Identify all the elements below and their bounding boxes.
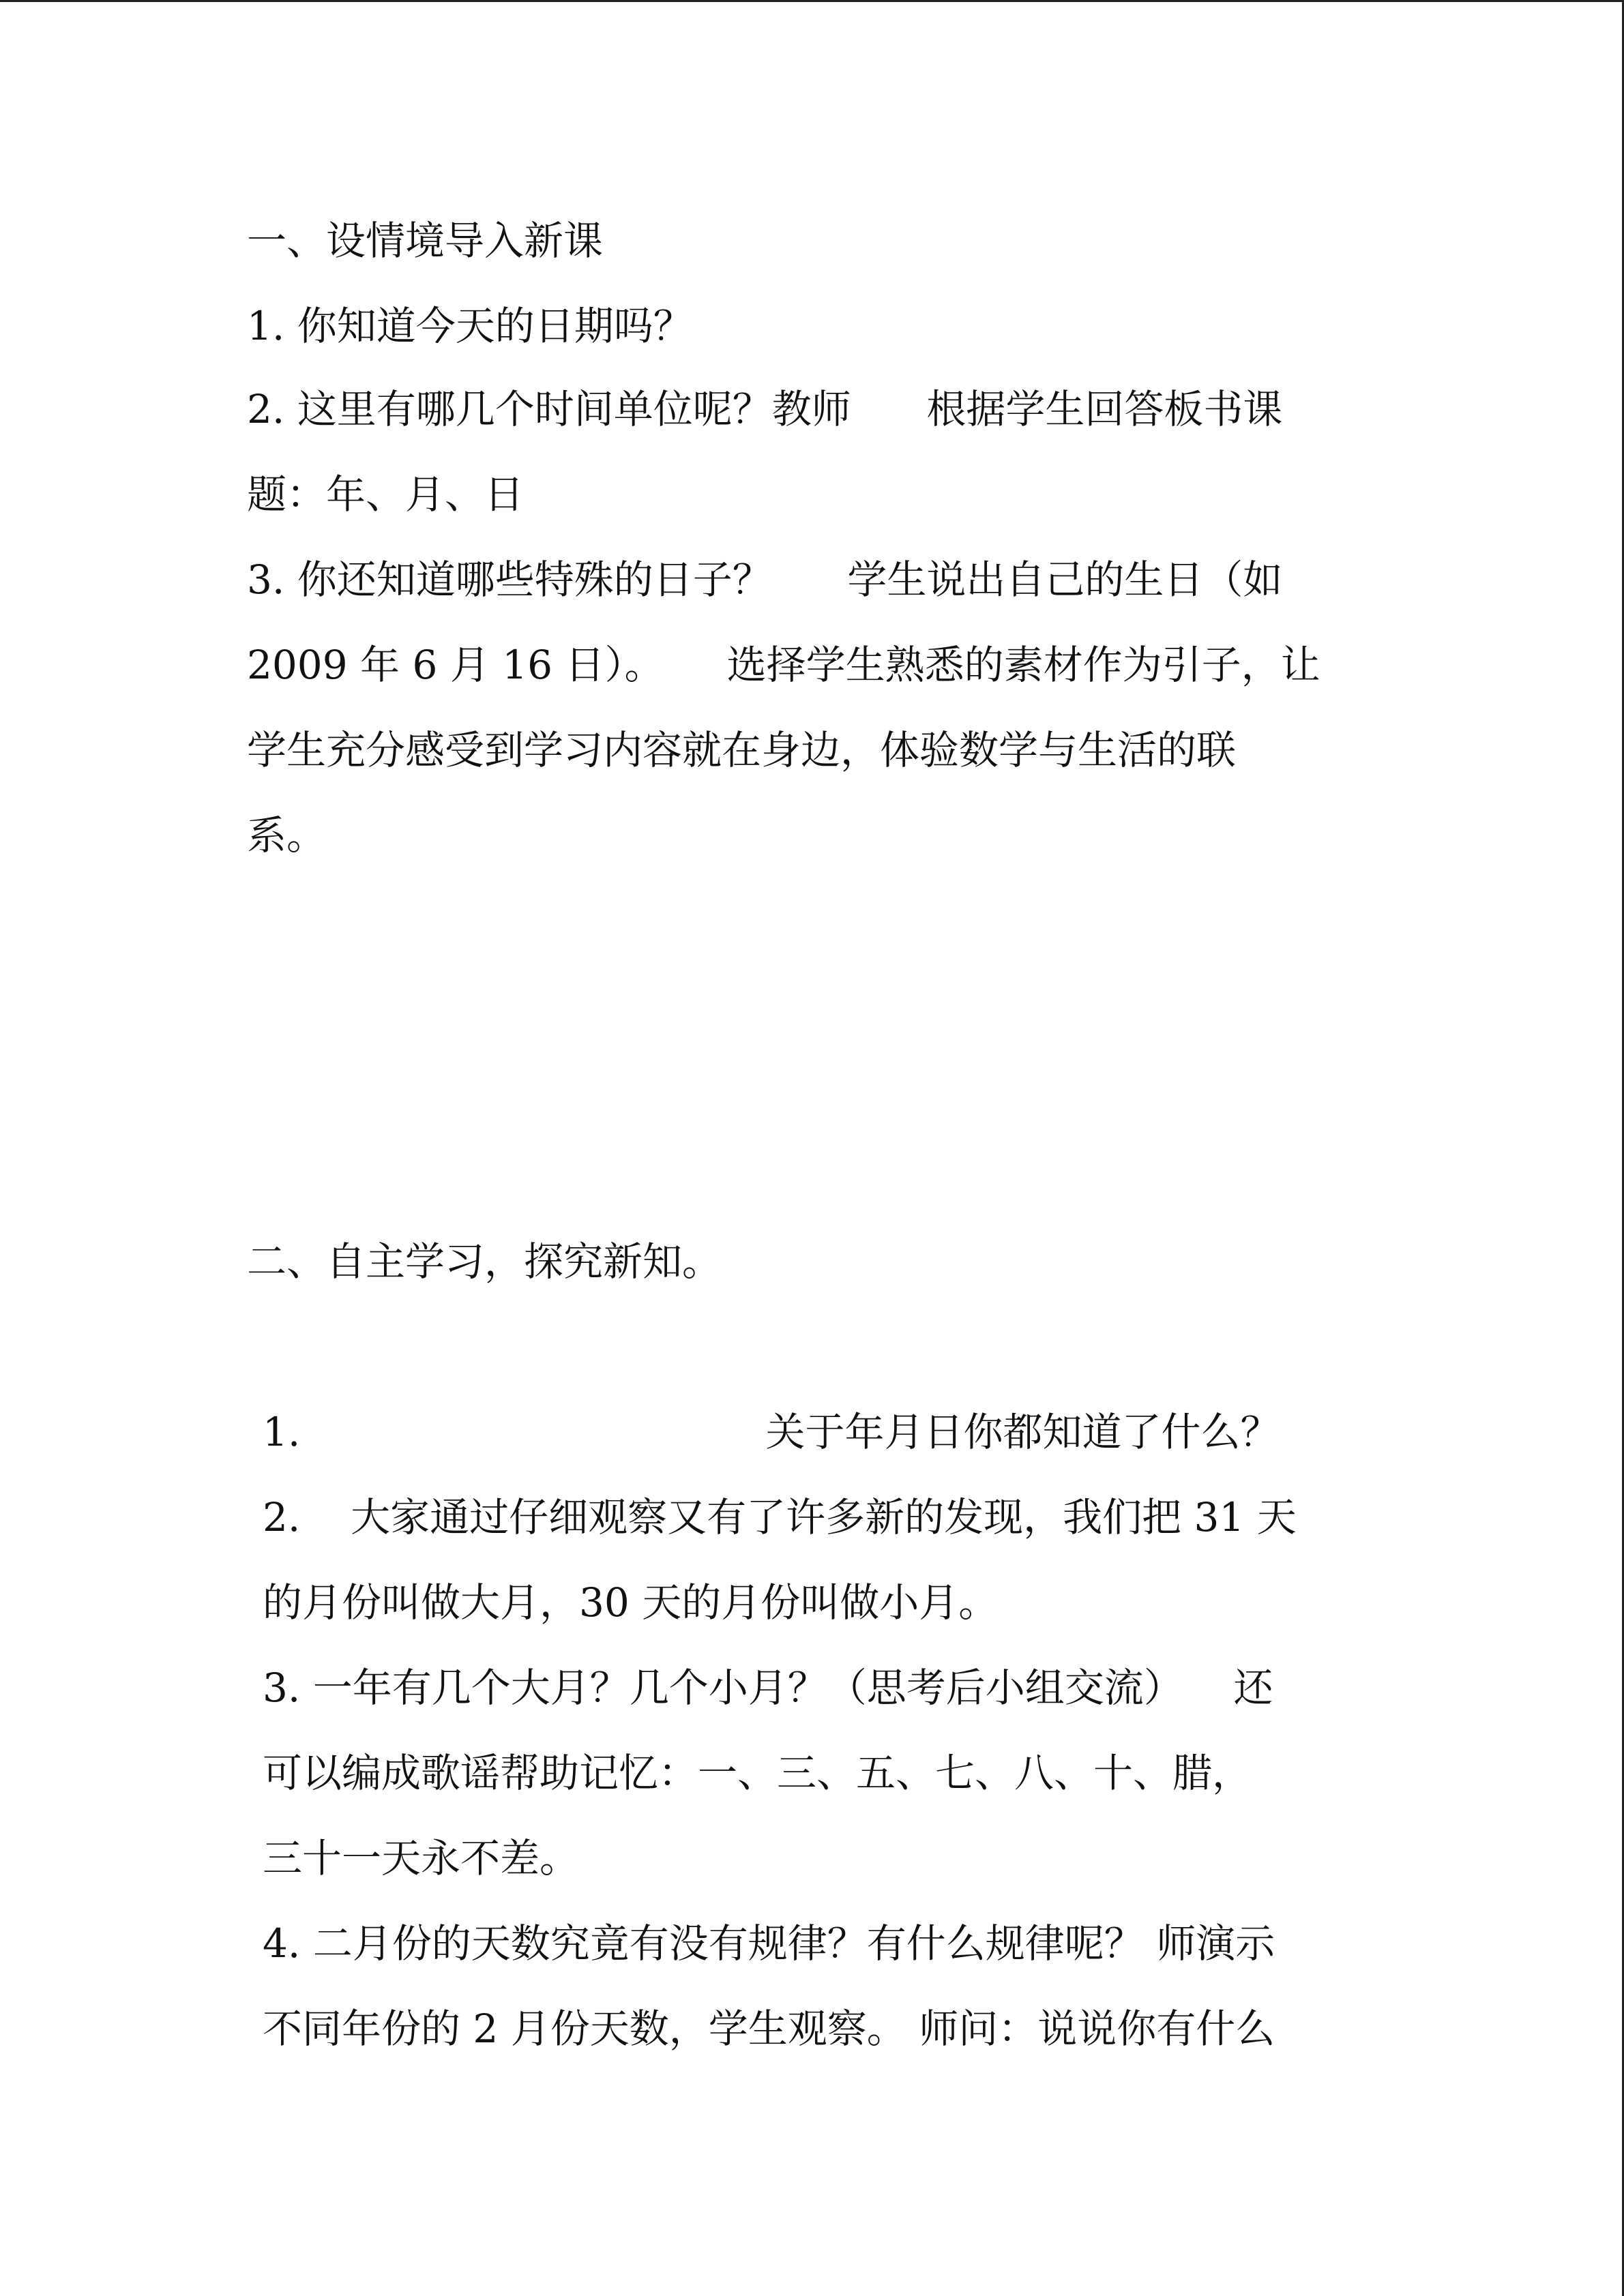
- section2-line-4: 3. 一年有几个大月？几个小月？（思考后小组交流） 还: [263, 1665, 1273, 1711]
- section2-line-3: 的月份叫做大月，30 天的月份叫做小月。: [263, 1579, 999, 1626]
- section2-heading: 二、自主学习，探究新知。: [247, 1238, 722, 1285]
- section1-line-3: 题：年、月、日: [247, 471, 525, 518]
- section1-heading: 一、设情境导入新课: [247, 218, 604, 264]
- section2-line-8: 不同年份的 2 月份天数，学生观察。 师问：说说你有什么: [263, 2006, 1275, 2052]
- section1-line-6: 学生充分感受到学习内容就在身边，体验数学与生活的联: [247, 727, 1237, 773]
- section2-line-2: 2. 大家通过仔细观察又有了许多新的发现，我们把 31 天: [263, 1494, 1297, 1540]
- section2-line-5: 可以编成歌谣帮助记忆：一、三、五、七、八、十、腊，: [263, 1750, 1252, 1796]
- section2-line-7: 4. 二月份的天数究竟有没有规律？有什么规律呢？ 师演示: [263, 1920, 1275, 1967]
- section1-line-1: 1. 你知道今天的日期吗？: [247, 303, 693, 349]
- section2-line-6: 三十一天永不差。: [263, 1835, 580, 1881]
- section1-line-2: 2. 这里有哪几个时间单位呢？教师 根据学生回答板书课: [247, 386, 1283, 432]
- section1-line-5: 2009 年 6 月 16 日）。 选择学生熟悉的素材作为引子，让: [247, 642, 1320, 688]
- section1-line-7: 系。: [247, 812, 327, 859]
- section2-line-1: 1. 关于年月日你都知道了什么？: [263, 1409, 1280, 1455]
- section1-line-4: 3. 你还知道哪些特殊的日子？ 学生说出自己的生日（如: [247, 556, 1283, 603]
